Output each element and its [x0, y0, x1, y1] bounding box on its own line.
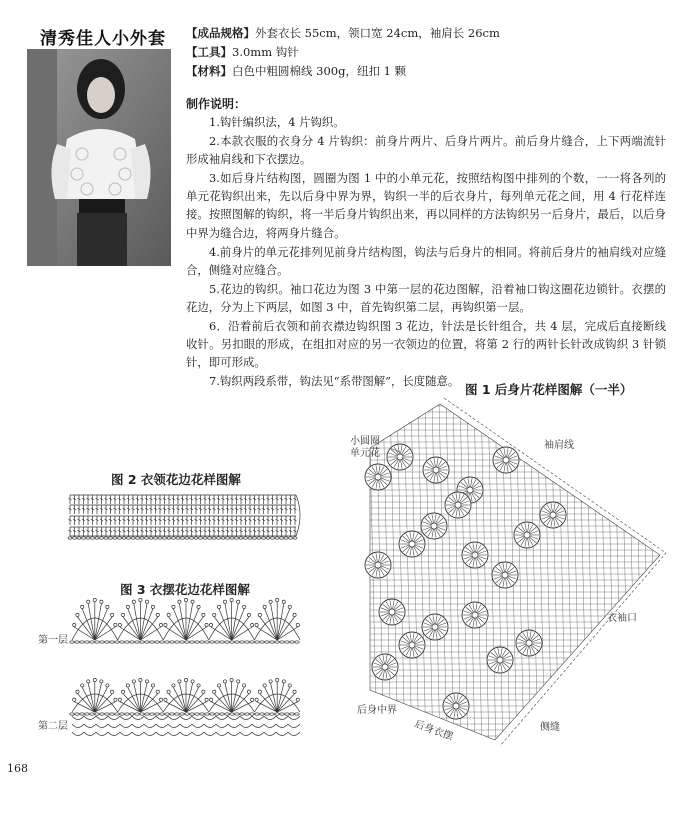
- instruction-step: 4.前身片的单元花排列见前身片结构图，钩法与后身片的相同。将前后身片的袖肩线对应缝合，侧缝对应缝合。: [186, 244, 666, 277]
- model-photo-illustration: [27, 49, 171, 266]
- spec-size: 【成品规格】外套衣长 55cm，领口宽 24cm，袖肩长 26cm: [186, 26, 500, 40]
- fig1-motif-label: 小圆圈: [350, 436, 380, 447]
- instruction-step: 5.花边的钩织。袖口花边为图 3 中第一层的花边图解，沿着袖口钩这圈花边锁针。衣摆的花边，分为上下两层，如图 3 中，首先钩织第二层，再钩织第一层。: [186, 281, 666, 314]
- instruction-step: 3.如后身片结构图，圆圈为图 1 中的小单元花，按照结构图中排列的个数，一一将各列的单元花钩织出来，先以后身中界为界，钩织一半的后衣身片，每列单元花之间，用 4 行花样连接。按照图解的钩织，将一半后身片钩织出来，再以同样的方法钩织另一后身片，最后，以后身中界为缝合边，将两身片缝合。: [186, 171, 666, 240]
- fig1-shoulder-label: 袖肩线: [544, 440, 574, 451]
- instruction-step: 2.本款衣服的衣身分 4 片钩织：前身片两片、后身片两片。前后身片缝合，上下两端流针形成袖肩线和下衣摆边。: [186, 134, 666, 167]
- fig3-layer1-label: 第一层: [38, 635, 68, 646]
- instructions: [186, 113, 666, 391]
- fig1-side-label: 侧缝: [540, 722, 560, 733]
- fig1-hem-label: 后身衣摆: [412, 718, 455, 743]
- fig1-cuff-label: 衣袖口: [607, 613, 637, 624]
- spec-material: 【材料】白色中粗圆棉线 300g，纽扣 1 颗: [186, 64, 407, 78]
- fig1-center-label: 后身中界: [357, 705, 397, 716]
- fig3-caption: 图 3 衣摆花边花样图解: [120, 582, 250, 597]
- instruction-step: 6．沿着前后衣领和前衣襟边钩织图 3 花边，针法是长针组合，共 4 层，完成后直接断线收针。另扣眼的形成，在组扣对应的另一衣领边的位置，将第 2 行的两针长针改成钩织 3 针锁针，即可形成。: [186, 319, 666, 370]
- fig2-caption: 图 2 衣领花边花样图解: [111, 472, 241, 487]
- fig1-motif-label-2: 单元花: [350, 448, 380, 459]
- model-photo: [27, 49, 171, 266]
- instructions-heading: 制作说明：: [186, 97, 247, 111]
- instruction-step: 7.钩织两段系带，钩法见“系带图解”，长度随意。: [209, 374, 460, 389]
- page-number: 168: [7, 762, 28, 775]
- instruction-step: 1.钩针编织法，4 片钩织。: [209, 115, 345, 129]
- fig1-caption: 图 1 后身片花样图解（一半）: [465, 382, 633, 397]
- fig3-layer2-label: 第二层: [38, 721, 68, 732]
- spec-tool: 【工具】3.0mm 钩针: [186, 45, 299, 59]
- pattern-title: 清秀佳人小外套: [40, 29, 166, 49]
- spec-list: [186, 24, 500, 81]
